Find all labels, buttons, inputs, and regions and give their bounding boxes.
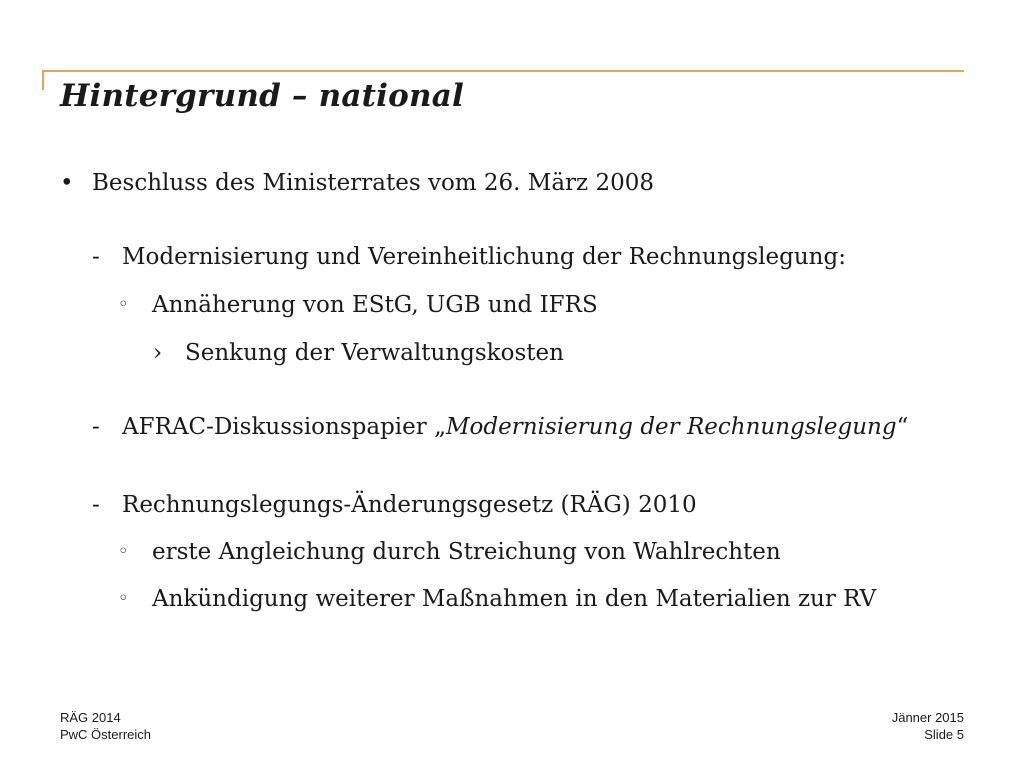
dash-item — [92, 242, 846, 272]
sub-item — [118, 584, 876, 614]
slide-title: Hintergrund – national — [60, 78, 465, 114]
dash-item — [92, 490, 697, 520]
sub-text: erste Angleichung durch Streichung von Wahlrechten — [152, 539, 781, 565]
dash-marker: - — [92, 244, 100, 270]
sub-item — [118, 290, 598, 320]
footer-date: Jänner 2015 — [891, 710, 964, 725]
dash-text: Modernisierung und Vereinheitlichung der Rechnungslegung: — [122, 244, 846, 270]
dash-item — [92, 412, 908, 442]
dash-text-prefix: AFRAC-Diskussionspapier „ — [122, 414, 446, 440]
sub-item — [118, 537, 781, 567]
header-rule — [42, 70, 964, 72]
footer-company: PwC Österreich — [60, 727, 152, 742]
circle-marker: ◦ — [118, 588, 129, 609]
footer-right — [892, 709, 964, 743]
subsub-text: Senkung der Verwaltungskosten — [185, 340, 564, 366]
dash-text: Rechnungslegungs-Änderungsgesetz (RÄG) 2010 — [122, 492, 697, 518]
footer-left — [60, 709, 151, 743]
circle-marker: ◦ — [118, 541, 129, 562]
subsub-item — [153, 338, 564, 368]
sub-text: Ankündigung weiterer Maßnahmen in den Materialien zur RV — [152, 586, 877, 612]
circle-marker: ◦ — [118, 294, 129, 315]
dash-marker: - — [92, 492, 100, 518]
dash-text — [122, 414, 908, 440]
bullet-item — [60, 168, 654, 198]
bullet-marker: • — [60, 170, 74, 196]
header-rule-tick — [42, 70, 44, 90]
chevron-marker: › — [153, 340, 163, 366]
dash-marker: - — [92, 414, 100, 440]
footer-slide-number: Slide 5 — [924, 727, 964, 742]
sub-text: Annäherung von EStG, UGB und IFRS — [152, 292, 598, 318]
footer-document-title: RÄG 2014 — [60, 710, 121, 725]
bullet-text: Beschluss des Ministerrates vom 26. März 2008 — [92, 170, 655, 196]
dash-text-suffix: “ — [896, 414, 909, 440]
dash-text-italic: Modernisierung der Rechnungslegung — [446, 414, 897, 440]
